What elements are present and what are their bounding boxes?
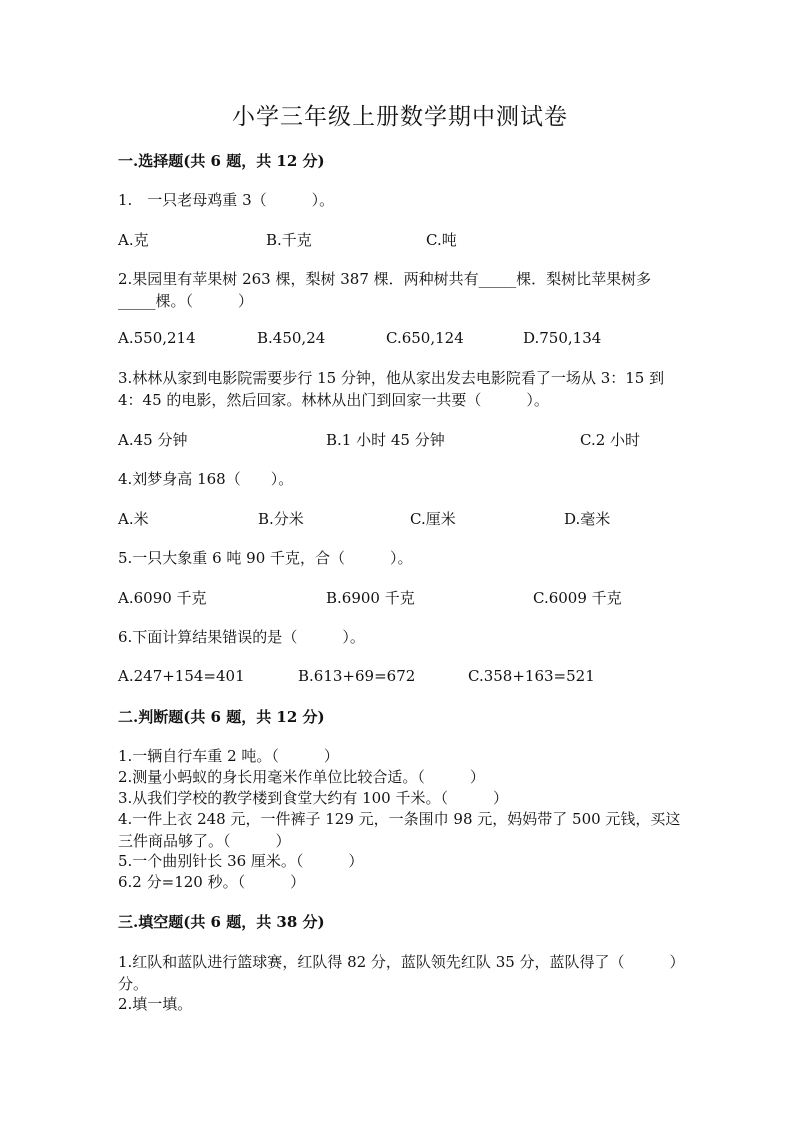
option: C.吨: [426, 231, 457, 249]
option: C.2 小时: [580, 431, 641, 449]
option: A.米: [118, 510, 149, 528]
option: D.毫米: [564, 510, 611, 528]
question-stem: 1. 一只老母鸡重 3（ ）。: [118, 191, 335, 209]
option: B.6900 千克: [326, 589, 415, 607]
judge-item: 2.测量小蚂蚁的身长用毫米作单位比较合适。（ ）: [118, 768, 485, 786]
question-stem: 3.林林从家到电影院需要步行 15 分钟，他从家出发去电影院看了一场从 3：15 到 4：45 的电影，然后回家。林林从出门到回家一共要（ ）。: [118, 369, 665, 409]
judge-item: 6.2 分=120 秒。（ ）: [118, 873, 306, 891]
option: C.厘米: [410, 510, 456, 528]
question-stem: 4.刘梦身高 168（ ）。: [118, 470, 294, 488]
section-header-judge: 二.判断题(共 6 题，共 12 分): [118, 708, 325, 726]
option: B.分米: [258, 510, 304, 528]
option: C.358+163=521: [468, 667, 595, 685]
judge-item: 5.一个曲别针长 36 厘米。（ ）: [118, 852, 364, 870]
question-stem: 5.一只大象重 6 吨 90 千克，合（ ）。: [118, 549, 413, 567]
option: A.45 分钟: [118, 431, 188, 449]
option: B.1 小时 45 分钟: [326, 431, 445, 449]
option: A.克: [118, 231, 149, 249]
section-header-choice: 一.选择题(共 6 题，共 12 分): [118, 152, 325, 170]
option: A.247+154=401: [118, 667, 245, 685]
question-stem: 6.下面计算结果错误的是（ ）。: [118, 628, 365, 646]
fill-item: 2.填一填。: [118, 995, 193, 1013]
option: C.6009 千克: [533, 589, 622, 607]
option: A.550,214: [118, 329, 196, 347]
page-title: 小学三年级上册数学期中测试卷: [232, 104, 568, 130]
judge-item: 3.从我们学校的教学楼到食堂大约有 100 千米。（ ）: [118, 789, 508, 807]
option: B.千克: [266, 231, 312, 249]
section-header-fill: 三.填空题(共 6 题，共 38 分): [118, 913, 325, 931]
judge-item: 1.一辆自行车重 2 吨。（ ）: [118, 747, 339, 765]
option: C.650,124: [386, 329, 464, 347]
fill-item: 1.红队和蓝队进行篮球赛，红队得 82 分，蓝队领先红队 35 分，蓝队得了（ ）分。: [118, 953, 685, 993]
judge-item: 4.一件上衣 248 元，一件裤子 129 元，一条围巾 98 元，妈妈带了 500 元钱，买这三件商品够了。（ ）: [118, 810, 681, 850]
option: B.613+69=672: [298, 667, 416, 685]
option: D.750,134: [523, 329, 602, 347]
option: A.6090 千克: [118, 589, 207, 607]
question-stem: 2.果园里有苹果树 263 棵，梨树 387 棵．两种树共有_____棵．梨树比苹果树多_____棵。（ ）: [118, 270, 652, 310]
option: B.450,24: [257, 329, 326, 347]
